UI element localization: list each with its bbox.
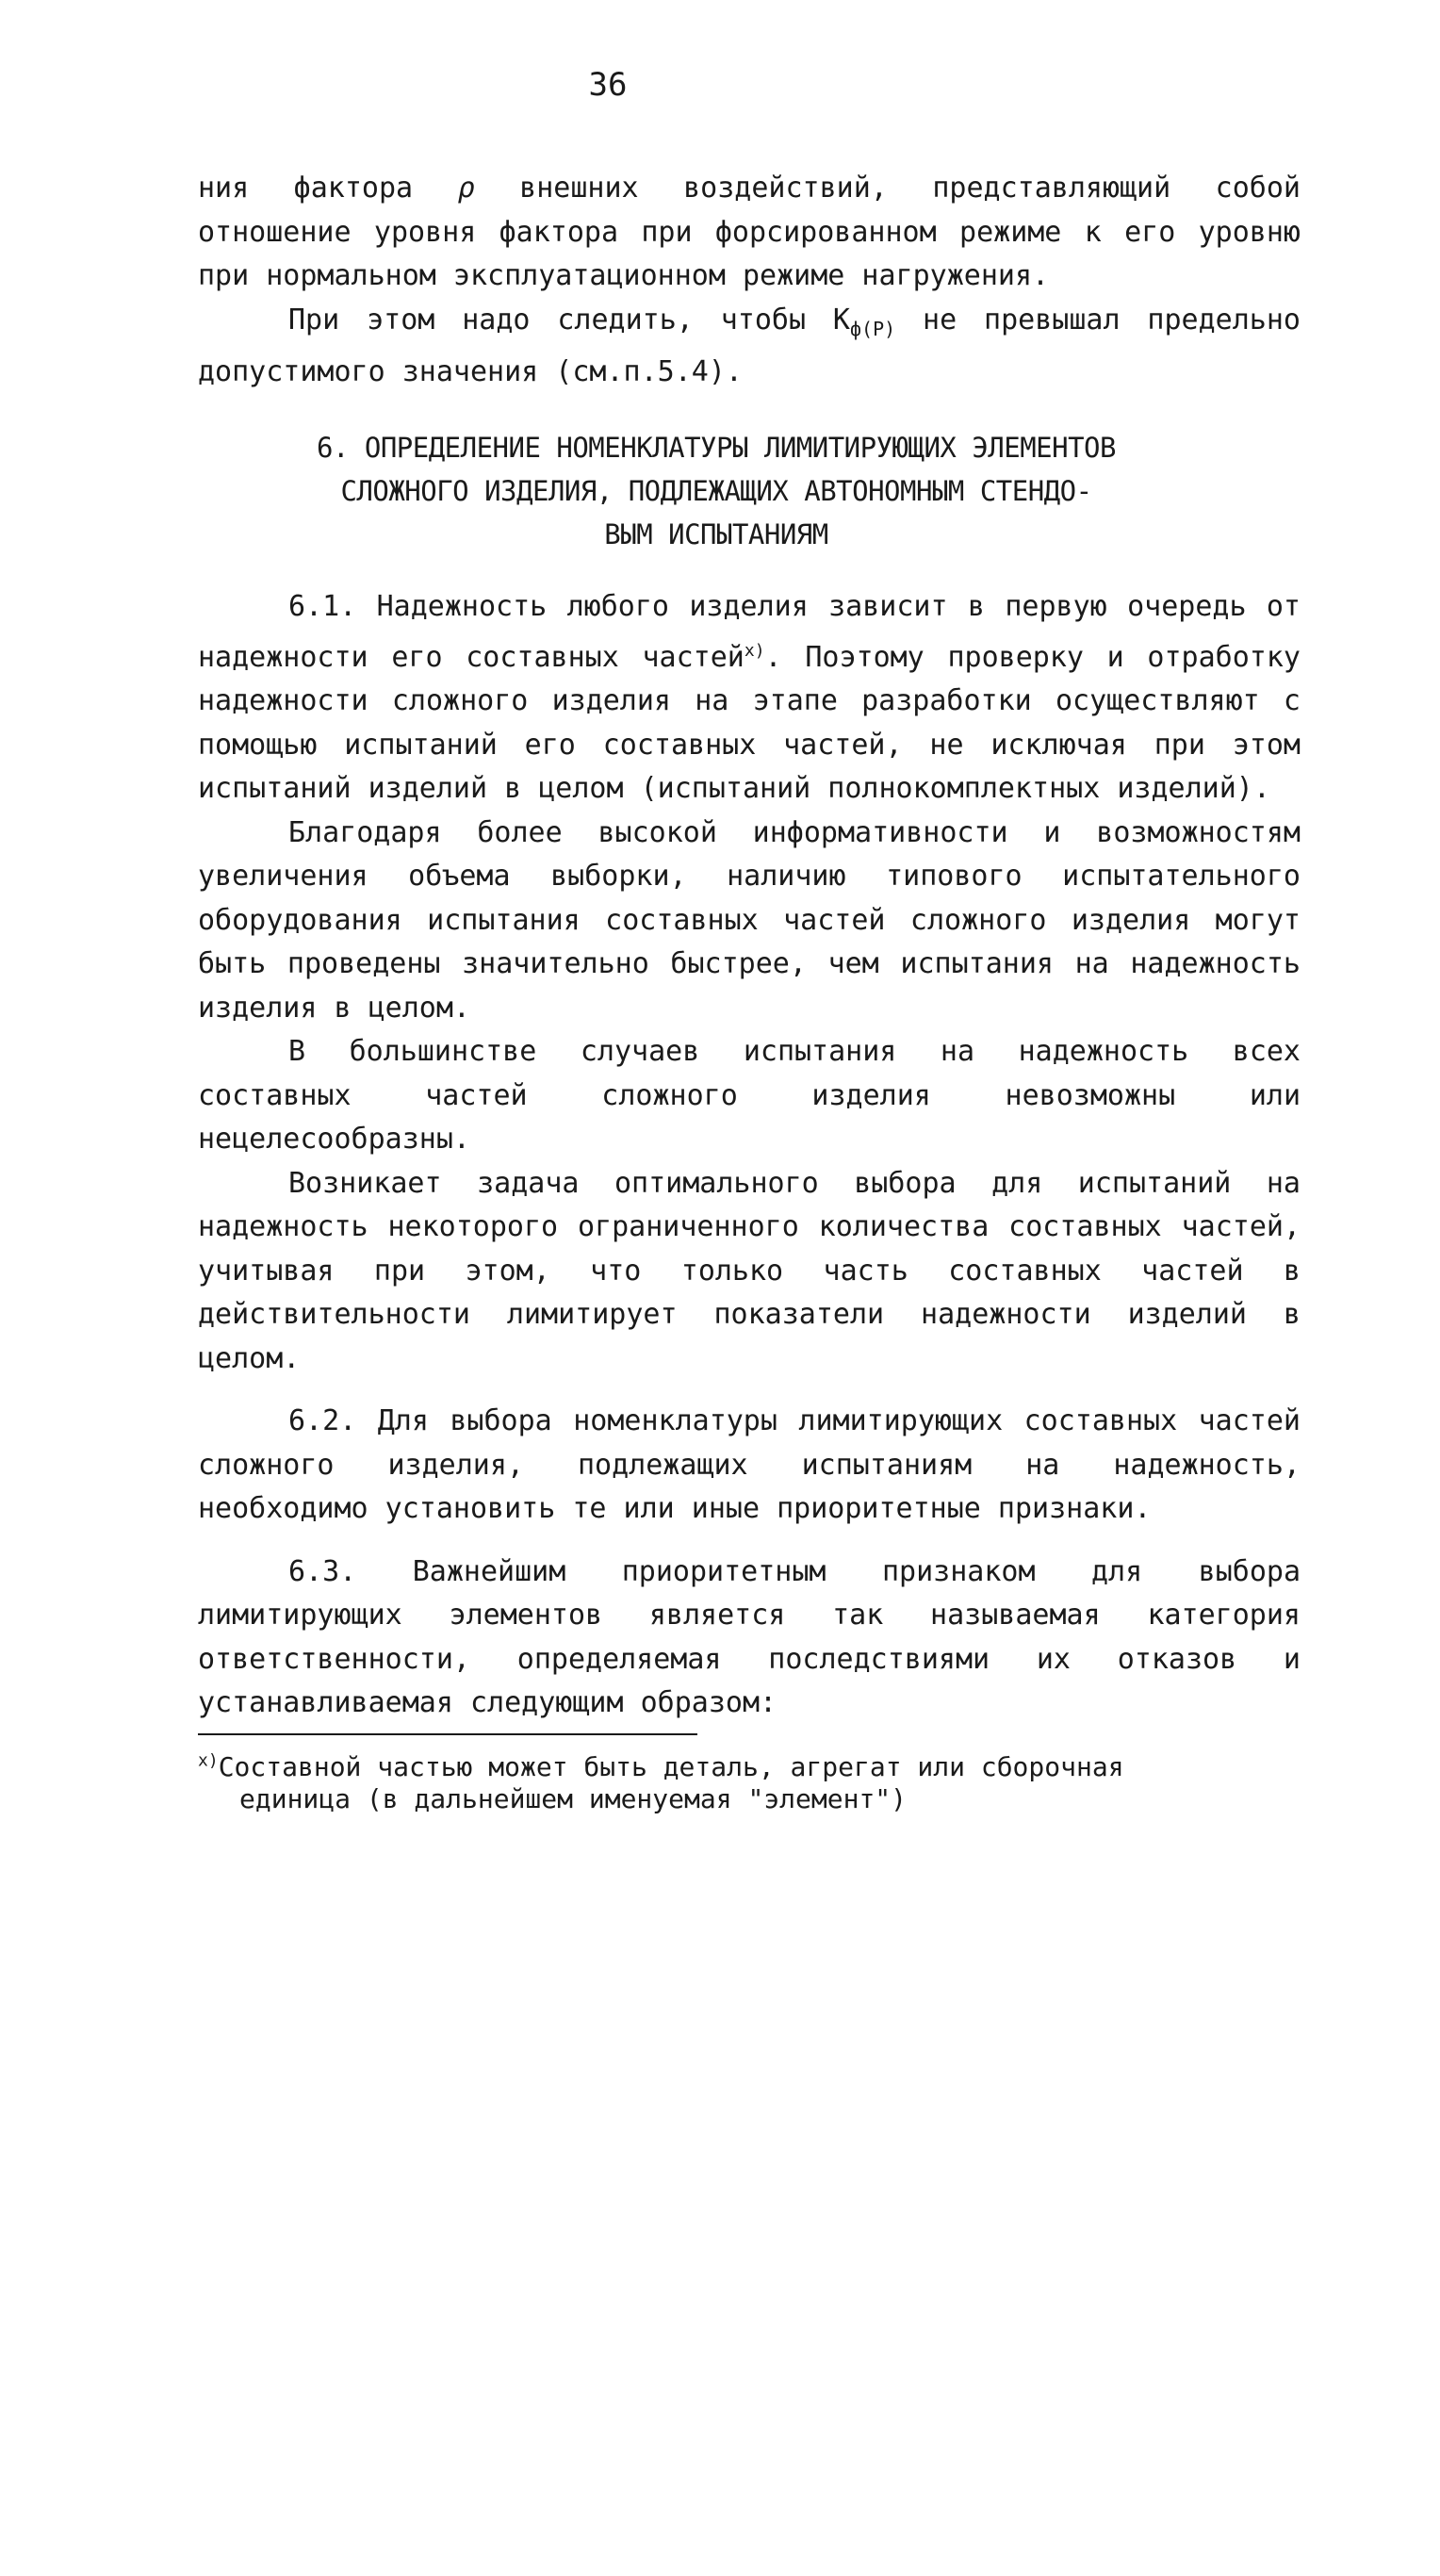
coefficient-paragraph bbox=[198, 299, 1301, 395]
paragraph-blagodarya: Благодаря более высокой информативности и возможностям увеличения объема выборки, наличию типового испытательного оборудования испытания составных частей сложного изделия могут быть проведены значительно быстрее, чем испытания на надежность изделия в целом. bbox=[198, 815, 1301, 1025]
coefficient-text-end: не превышал предельно допустимого значения (см.п.5.4). bbox=[198, 303, 1301, 388]
section-body bbox=[198, 585, 1301, 1726]
paragraph-v-bolshinstve: В большинстве случаев испытания на надежность всех составных частей сложного изделия невозможны или нецелесообразны. bbox=[198, 1035, 1301, 1156]
footnote-line-1 bbox=[198, 1751, 1124, 1782]
section-heading-line-1: 6. ОПРЕДЕЛЕНИЕ НОМЕНКЛАТУРЫ ЛИМИТИРУЮЩИХ ЭЛЕМЕНТОВ bbox=[317, 432, 1116, 464]
intro-text-start: ния фактора bbox=[198, 172, 458, 205]
section-heading bbox=[226, 426, 1206, 556]
footnote bbox=[198, 1746, 1310, 1815]
paragraph-6-1-end: . Поэтому проверку и отработку надежности сложного изделия на этапе разработки осуществляют с помощью испытаний его составных частей, не исключая при этом испытаний изделий в целом (испытаний полнокомплектных изделий). bbox=[198, 640, 1301, 805]
footnote-reference: х) bbox=[744, 640, 765, 661]
intro-paragraph bbox=[198, 167, 1301, 299]
rho-symbol: ρ bbox=[457, 172, 475, 205]
footnote-separator bbox=[198, 1733, 697, 1735]
paragraph-6-3: 6.3. Важнейшим приоритетным признаком для выбора лимитирующих элементов является так называемая категория ответственности, определяемая последствиями их отказов и устанавливаемая следующим образом: bbox=[198, 1554, 1301, 1719]
paragraph-voznikaet: Возникает задача оптимального выбора для испытаний на надежность некоторого ограниченного количества составных частей, учитывая при этом, что только часть составных частей в действительности лимитирует показатели надежности изделий в целом. bbox=[198, 1166, 1301, 1375]
coefficient-subscript: ф(Р) bbox=[849, 317, 896, 340]
footnote-line-2: единица (в дальнейшем именуемая "элемент") bbox=[239, 1783, 908, 1815]
section-heading-line-2: СЛОЖНОГО ИЗДЕЛИЯ, ПОДЛЕЖАЩИХ АВТОНОМНЫМ СТЕНДО- bbox=[340, 475, 1092, 507]
intro-text-end: внешних воздействий, представляющий собой отношение уровня фактора при форсированном режиме к его уровню при нормальном эксплуатационном режиме нагружения. bbox=[198, 172, 1301, 292]
footnote-mark: х) bbox=[198, 1751, 219, 1771]
paragraph-6-2: 6.2. Для выбора номенклатуры лимитирующих составных частей сложного изделия, подлежащих испытаниям на надежность, необходимо установить те или иные приоритетные признаки. bbox=[198, 1404, 1301, 1525]
section-heading-line-3: ВЫМ ИСПЫТАНИЯМ bbox=[604, 518, 828, 550]
page-number: 36 bbox=[588, 66, 628, 104]
intro-block bbox=[198, 167, 1301, 395]
footnote-text-1: Составной частью может быть деталь, агрегат или сборочная bbox=[218, 1751, 1124, 1783]
paragraph-6-1 bbox=[198, 585, 1301, 812]
coefficient-text-start: При этом надо следить, чтобы К bbox=[288, 303, 850, 336]
paragraph-6-1-start: 6.1. Надежность любого изделия зависит в первую очередь от надежности его составных частей bbox=[198, 590, 1301, 674]
